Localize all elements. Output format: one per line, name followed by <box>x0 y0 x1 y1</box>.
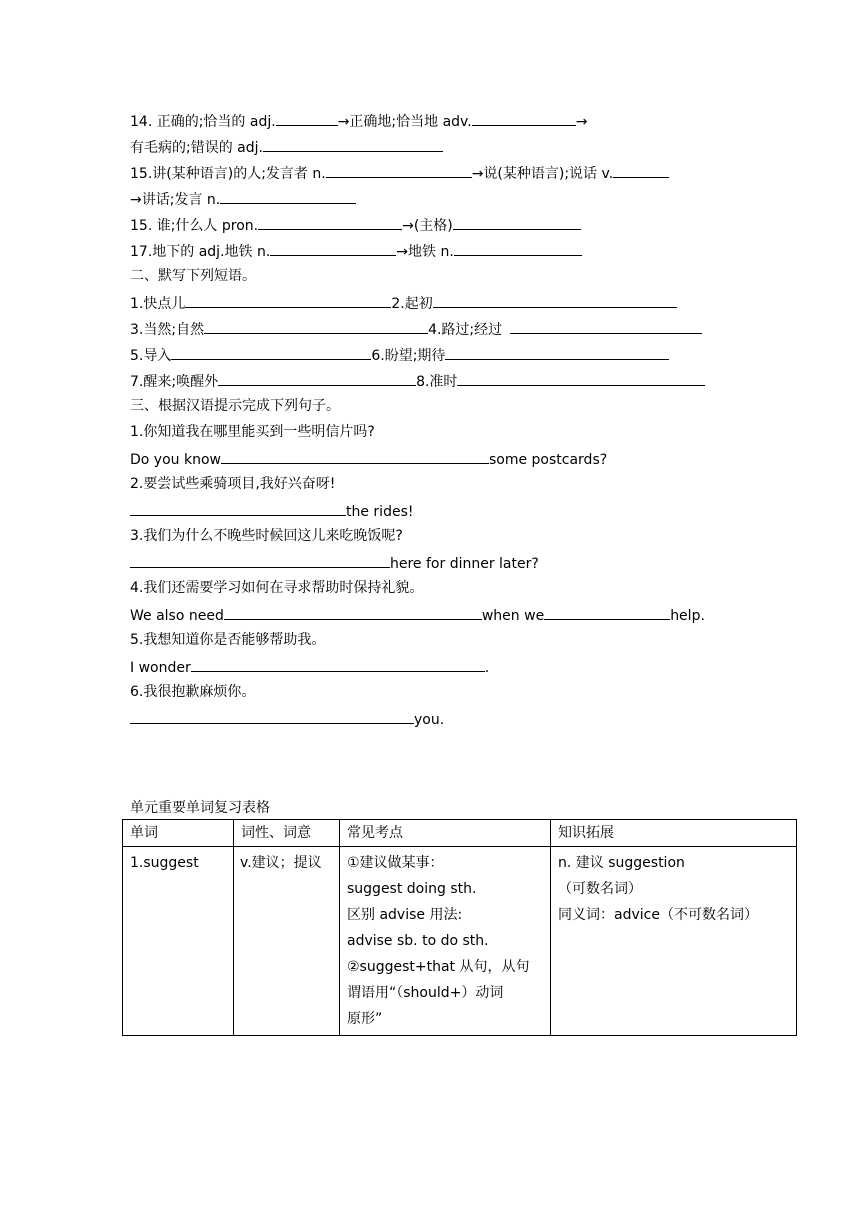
answer-blank[interactable] <box>218 370 416 386</box>
cell-extend: n. 建议 suggestion （可数名词） 同义词：advice（不可数名词） <box>551 847 797 1036</box>
section-heading-phrases: 二、默写下列短语。 <box>130 268 256 284</box>
answer-blank[interactable] <box>326 162 472 178</box>
vocab-item-17: 17.地下的 adj.地铁 n. →地铁 n. <box>130 240 582 260</box>
sentence-6-chinese: 6.我很抱歉麻烦你。 <box>130 684 256 700</box>
vocab-item-15a-line2: →讲话;发言 n. <box>130 188 356 208</box>
answer-blank[interactable] <box>171 344 371 360</box>
sentence-4-chinese: 4.我们还需要学习如何在寻求帮助时保持礼貌。 <box>130 580 424 596</box>
sentence-1-chinese: 1.你知道我在哪里能买到一些明信片吗? <box>130 424 375 440</box>
answer-blank[interactable] <box>544 604 670 620</box>
sentence-1-english: Do you know some postcards? <box>130 448 607 468</box>
phrase-row-2: 3.当然;自然 4.路过;经过 <box>130 318 702 338</box>
cell-points: ①建议做某事： suggest doing sth. 区别 advise 用法: advise sb. to do sth. ②suggest+that 从句，从句 谓语用“（should+）动词 原形” <box>340 847 551 1036</box>
sentence-3-english: here for dinner later? <box>130 552 539 572</box>
section-heading-sentences: 三、根据汉语提示完成下列句子。 <box>130 398 340 414</box>
answer-blank[interactable] <box>221 448 489 464</box>
answer-blank[interactable] <box>613 162 669 178</box>
answer-blank[interactable] <box>258 214 402 230</box>
vocab-item-15b: 15. 谁;什么人 pron. →(主格) <box>130 214 581 234</box>
answer-blank[interactable] <box>510 318 702 334</box>
review-table-title: 单元重要单词复习表格 <box>130 800 270 816</box>
header-points: 常见考点 <box>340 820 551 847</box>
answer-blank[interactable] <box>457 370 705 386</box>
sentence-3-chinese: 3.我们为什么不晚些时候回这儿来吃晚饭呢? <box>130 528 403 544</box>
table-row <box>123 847 797 1036</box>
answer-blank[interactable] <box>270 240 396 256</box>
sentence-2-english: the rides! <box>130 500 413 520</box>
answer-blank[interactable] <box>445 344 669 360</box>
sentence-5-english: I wonder . <box>130 656 489 676</box>
vocab-item-14-line1: 14. 正确的;恰当的 adj. →正确地;恰当地 adv. → <box>130 110 587 130</box>
header-word: 单词 <box>123 820 234 847</box>
sentence-2-chinese: 2.要尝试些乘骑项目,我好兴奋呀! <box>130 476 336 492</box>
review-table <box>122 819 797 1036</box>
answer-blank[interactable] <box>433 292 677 308</box>
answer-blank[interactable] <box>204 318 428 334</box>
vocab-item-14-line2: 有毛病的;错误的 adj. <box>130 136 443 156</box>
answer-blank[interactable] <box>130 708 414 724</box>
answer-blank[interactable] <box>220 188 356 204</box>
cell-pos: v.建议；提议 <box>234 847 340 1036</box>
phrase-row-3: 5.导入 6.盼望;期待 <box>130 344 669 364</box>
answer-blank[interactable] <box>130 552 390 568</box>
answer-blank[interactable] <box>224 604 482 620</box>
answer-blank[interactable] <box>472 110 576 126</box>
sentence-6-english: you. <box>130 708 444 728</box>
cell-word: 1.suggest <box>123 847 234 1036</box>
header-extend: 知识拓展 <box>551 820 797 847</box>
answer-blank[interactable] <box>454 240 582 256</box>
phrase-row-1: 1.快点儿 2.起初 <box>130 292 677 312</box>
sentence-4-english: We also need when we help. <box>130 604 705 624</box>
table-header-row <box>123 820 797 847</box>
header-pos: 词性、词意 <box>234 820 340 847</box>
answer-blank[interactable] <box>263 136 443 152</box>
answer-blank[interactable] <box>130 500 346 516</box>
phrase-row-4: 7.醒来;唤醒外 8.准时 <box>130 370 705 390</box>
answer-blank[interactable] <box>185 292 391 308</box>
answer-blank[interactable] <box>453 214 581 230</box>
answer-blank[interactable] <box>191 656 485 672</box>
answer-blank[interactable] <box>276 110 338 126</box>
vocab-item-15a-line1: 15.讲(某种语言)的人;发言者 n. →说(某种语言);说话 v. <box>130 162 669 182</box>
sentence-5-chinese: 5.我想知道你是否能够帮助我。 <box>130 632 326 648</box>
